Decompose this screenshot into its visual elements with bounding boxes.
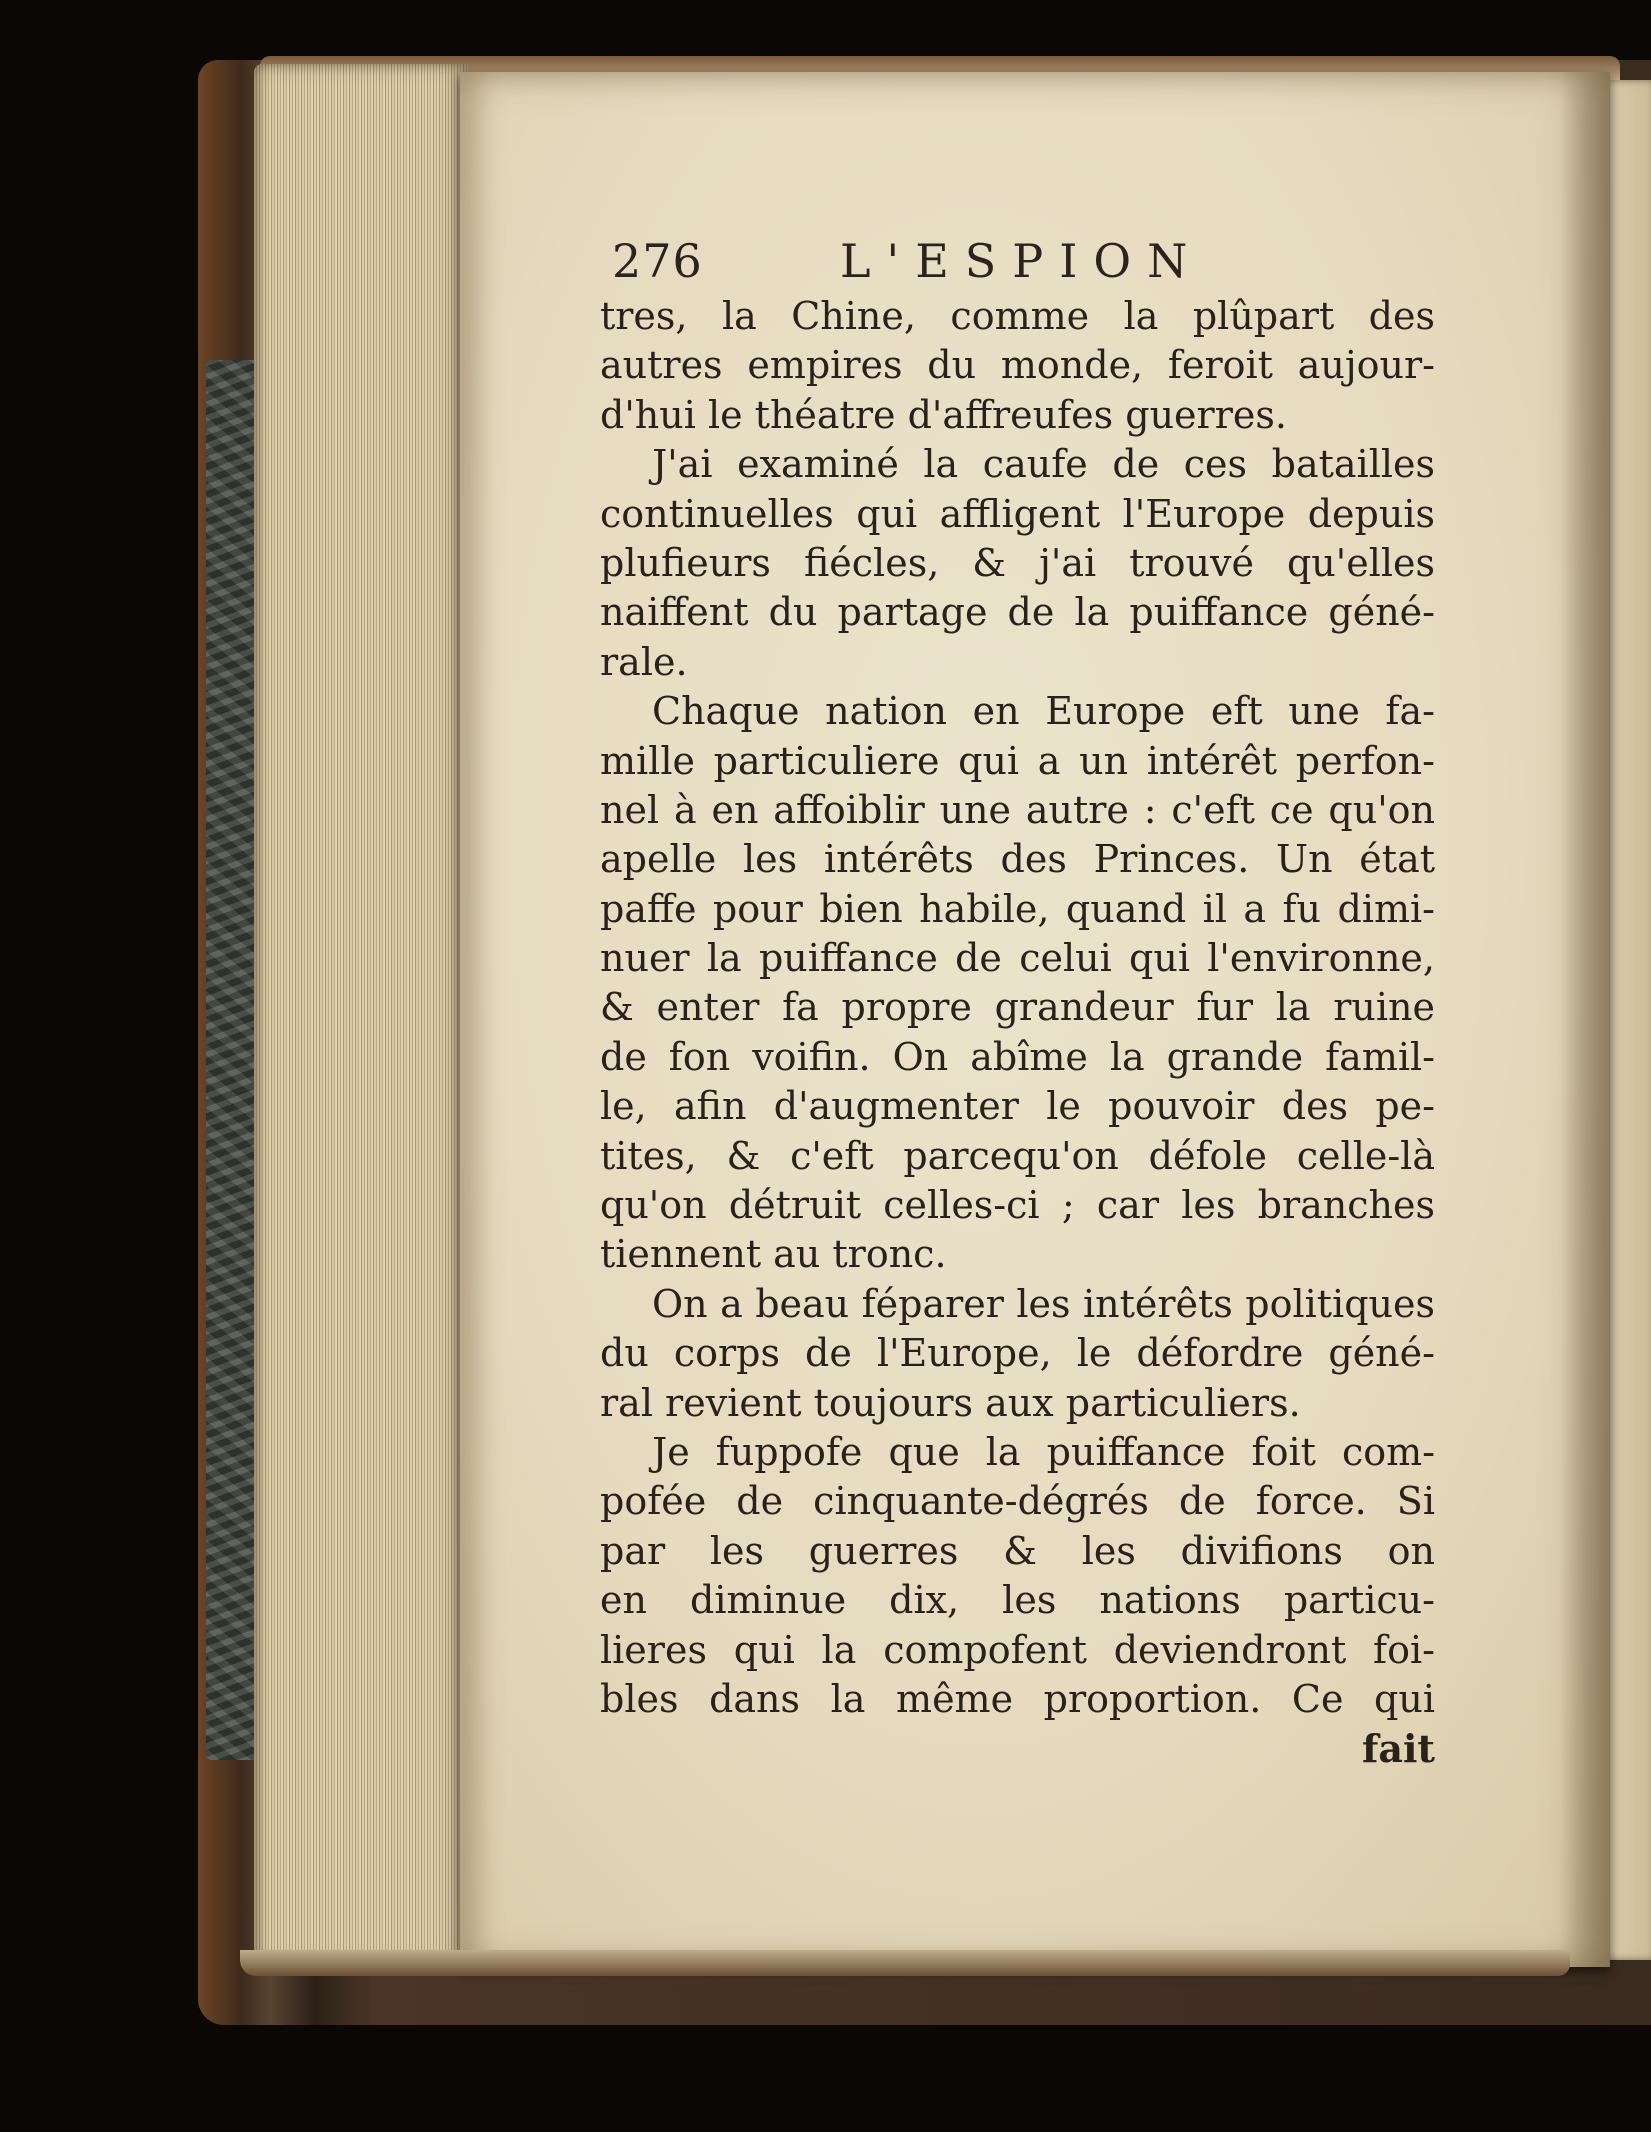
page-number: 276: [612, 234, 703, 288]
text-line: apelle les intérêts des Princes. Un état: [600, 837, 1435, 882]
paragraph-start-line: On a beau féparer les intérêts politiques: [652, 1281, 1435, 1326]
page-gutter-shadow: [1560, 72, 1610, 1967]
text-line: en diminue dix, les nations particu-: [600, 1578, 1435, 1623]
page-stack-edge: [254, 64, 468, 1964]
text-line: autres empires du monde, feroit aujour-: [600, 343, 1435, 388]
page-header: [600, 230, 1435, 292]
text-line: d'hui le théatre d'affreufes guerres.: [600, 392, 1287, 437]
text-line: du corps de l'Europe, le défordre géné-: [600, 1331, 1435, 1376]
text-line: par les guerres & les divifions on: [600, 1528, 1435, 1573]
text-line: qu'on détruit celles-ci ; car les branches: [600, 1183, 1435, 1228]
text-line: pofée de cinquante-dégrés de force. Si: [600, 1479, 1435, 1524]
page-stack-bottom: [240, 1950, 1570, 1976]
text-line: continuelles qui affligent l'Europe depuis: [600, 491, 1435, 536]
text-line: lieres qui la compofent deviendront foi-: [600, 1627, 1435, 1672]
text-line: plufieurs fiécles, & j'ai trouvé qu'elles: [600, 540, 1435, 585]
catchword: fait: [1362, 1726, 1435, 1772]
text-line: tres, la Chine, comme la plûpart des: [600, 294, 1435, 338]
paragraph-start-line: J'ai examiné la caufe de ces batailles: [652, 442, 1435, 487]
text-line: & enter fa propre grandeur fur la ruine: [600, 985, 1435, 1030]
paragraph-start-line: Je fuppofe que la puiffance foit com-: [652, 1429, 1435, 1474]
paragraph-start-line: Chaque nation en Europe eft une fa-: [652, 689, 1435, 734]
text-line: mille particuliere qui a un intérêt perfon-: [600, 738, 1435, 783]
text-line: rale.: [600, 639, 688, 684]
page-text-block: [600, 230, 1435, 1774]
text-line: ral revient toujours aux particuliers.: [600, 1380, 1301, 1425]
text-line: paffe pour bien habile, quand il a fu dimi-: [600, 886, 1435, 931]
text-line: naiffent du partage de la puiffance géné-: [600, 590, 1435, 635]
text-line: tites, & c'eft parcequ'on défole celle-là: [600, 1133, 1435, 1178]
text-line: le, afin d'augmenter le pouvoir des pe-: [600, 1084, 1435, 1129]
running-title: L'ESPION: [840, 234, 1204, 288]
text-line: nel à en affoiblir une autre : c'eft ce qu'on: [600, 787, 1435, 832]
text-line: tiennent au tronc.: [600, 1232, 947, 1277]
text-line: de fon voifin. On abîme la grande famil-: [600, 1034, 1435, 1079]
text-line: bles dans la même proportion. Ce qui: [600, 1676, 1435, 1721]
text-line: nuer la puiffance de celui qui l'environne,: [600, 936, 1435, 981]
